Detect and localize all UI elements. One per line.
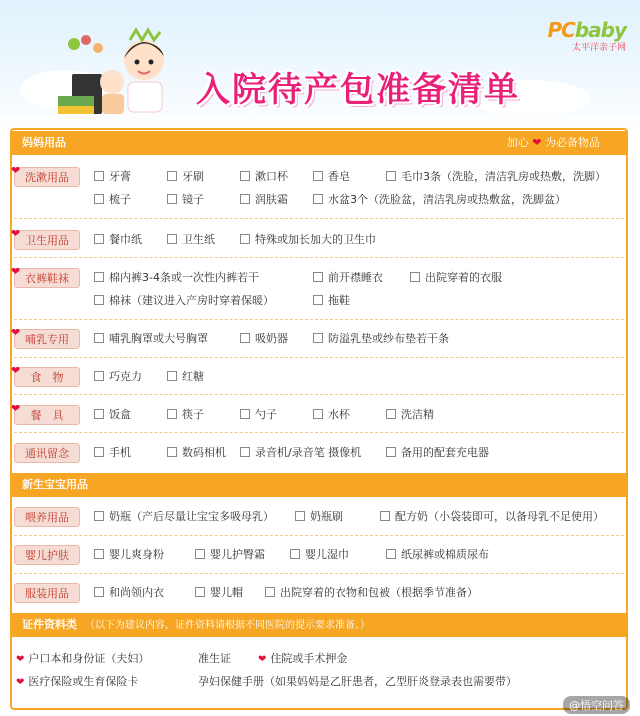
check-item[interactable]: 洗洁精 — [386, 407, 434, 423]
check-item[interactable]: 拖鞋 — [313, 293, 350, 309]
heart-icon: ❤ — [258, 654, 267, 665]
heart-icon: ❤ — [11, 402, 21, 415]
cartoon-children-illustration — [52, 26, 182, 126]
check-item[interactable]: 备用的配套充电器 — [386, 445, 489, 461]
heart-icon: ❤ — [11, 265, 21, 278]
check-item[interactable]: 毛巾3条（洗脸，清洁乳房或热敷，洗脚） — [386, 169, 606, 185]
logo-subtitle: 太平洋亲子网 — [571, 43, 626, 53]
check-item[interactable]: 奶瓶刷 — [295, 509, 343, 525]
check-item[interactable]: 漱口杯 — [240, 169, 288, 185]
doc-item: 孕妇保健手册（如果妈妈是乙肝患者，乙型肝炎登录表也需要带） — [198, 675, 517, 688]
category-food: ❤ 食 物 — [14, 367, 80, 387]
check-item[interactable]: 吸奶器 — [240, 331, 288, 347]
check-item[interactable]: 防溢乳垫或纱布垫若干条 — [313, 331, 449, 347]
heart-icon: ❤ — [11, 227, 21, 240]
header-banner — [0, 0, 640, 128]
check-item[interactable]: 镜子 — [167, 192, 204, 208]
divider — [14, 394, 624, 395]
check-item[interactable]: 棉袜（建议进入产房时穿着保暖） — [94, 293, 274, 309]
divider — [14, 319, 624, 320]
check-item[interactable]: 筷子 — [167, 407, 204, 423]
heart-icon: ❤ — [11, 164, 21, 177]
divider — [14, 257, 624, 258]
check-item[interactable]: 奶瓶（产后尽量让宝宝多吸母乳） — [94, 509, 274, 525]
check-item[interactable]: 牙刷 — [167, 169, 204, 185]
doc-item: 准生证 — [198, 652, 231, 665]
check-item[interactable]: 婴儿帽 — [195, 585, 243, 601]
divider — [14, 535, 624, 536]
category-clothing: ❤ 衣裤鞋袜 — [14, 268, 80, 288]
check-item[interactable]: 手机 — [94, 445, 131, 461]
check-item[interactable]: 卫生纸 — [167, 232, 215, 248]
divider — [14, 357, 624, 358]
check-item[interactable]: 前开襟睡衣 — [313, 270, 383, 286]
watermark: @悟空问答 — [563, 696, 630, 714]
divider — [14, 218, 624, 219]
check-item[interactable]: 和尚领内衣 — [94, 585, 164, 601]
check-item[interactable]: 水盆3个（洗脸盆，清洁乳房或热敷盆，洗脚盆） — [313, 192, 566, 208]
heart-icon: ❤ — [532, 136, 542, 149]
check-item[interactable]: 饭盒 — [94, 407, 131, 423]
doc-item: ❤ 医疗保险或生育保险卡 — [16, 675, 139, 688]
check-item[interactable]: 特殊或加长加大的卫生巾 — [240, 232, 376, 248]
check-item[interactable]: 哺乳胸罩或大号胸罩 — [94, 331, 208, 347]
check-item[interactable]: 婴儿护臀霜 — [195, 547, 265, 563]
check-item[interactable]: 婴儿湿巾 — [290, 547, 349, 563]
check-item[interactable]: 巧克力 — [94, 369, 142, 385]
check-item[interactable]: 水杯 — [313, 407, 350, 423]
check-item[interactable]: 数码相机 — [167, 445, 226, 461]
check-item[interactable]: 配方奶（小袋装即可，以备母乳不足使用） — [380, 509, 604, 525]
category-nursing: ❤ 哺乳专用 — [14, 329, 80, 349]
divider — [14, 432, 624, 433]
heart-icon: ❤ — [11, 364, 21, 377]
page-title: 入院待产包准备清单 — [196, 70, 520, 110]
docs-note: （以下为建议内容，证件资料请根据不同医院的提示要求准备。） — [85, 620, 370, 631]
section-docs-heading: 证件资料类 （以下为建议内容，证件资料请根据不同医院的提示要求准备。） — [12, 613, 626, 637]
check-item[interactable]: 梳子 — [94, 192, 131, 208]
legend-note: 加心 ❤ 为必备物品 — [506, 136, 600, 149]
category-toiletries: ❤ 洗漱用品 — [14, 167, 80, 187]
category-tableware: ❤ 餐 具 — [14, 405, 80, 425]
category-skincare: 婴儿护肤 — [14, 545, 80, 565]
check-item[interactable]: 棉内裤3-4条或一次性内裤若干 — [94, 270, 259, 286]
category-hygiene: ❤ 卫生用品 — [14, 230, 80, 250]
doc-item: ❤ 户口本和身份证（夫妇） — [16, 652, 150, 665]
section-baby-heading: 新生宝宝用品 — [12, 473, 626, 497]
check-item[interactable]: 勺子 — [240, 407, 277, 423]
check-item[interactable]: 出院穿着的衣物和包被（根据季节准备） — [265, 585, 478, 601]
check-item[interactable]: 餐巾纸 — [94, 232, 142, 248]
check-item[interactable]: 红糖 — [167, 369, 204, 385]
heart-icon: ❤ — [16, 677, 25, 688]
category-apparel: 服装用品 — [14, 583, 80, 603]
check-item[interactable]: 纸尿裤或棉质尿布 — [386, 547, 489, 563]
check-item[interactable]: 录音机/录音笔 摄像机 — [240, 445, 361, 461]
section-mom-heading: 妈妈用品 加心 ❤ 为必备物品 — [12, 131, 626, 155]
pcbaby-logo[interactable]: PCbaby 太平洋亲子网 — [547, 18, 626, 53]
check-item[interactable]: 润肤霜 — [240, 192, 288, 208]
doc-item: ❤ 住院或手术押金 — [258, 652, 348, 665]
divider — [14, 573, 624, 574]
check-item[interactable]: 婴儿爽身粉 — [94, 547, 164, 563]
check-item[interactable]: 牙膏 — [94, 169, 131, 185]
check-item[interactable]: 出院穿着的衣服 — [410, 270, 502, 286]
heart-icon: ❤ — [11, 326, 21, 339]
heart-icon: ❤ — [16, 654, 25, 665]
category-feeding: 喂养用品 — [14, 507, 80, 527]
category-communication: 通讯留念 — [14, 443, 80, 463]
check-item[interactable]: 香皂 — [313, 169, 350, 185]
